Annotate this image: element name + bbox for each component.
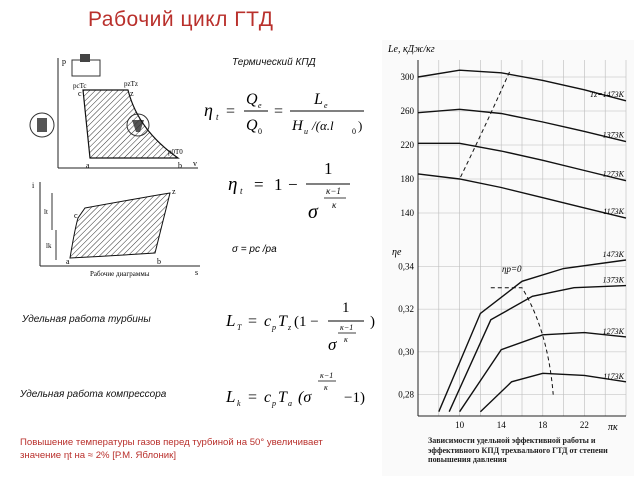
turbine-work-label: Удельная работа турбины: [22, 314, 151, 325]
gtd-chart: [382, 40, 634, 476]
svg-text:T: T: [278, 313, 287, 330]
svg-text:/(α.l: /(α.l: [312, 118, 334, 133]
is-lt-label: lt: [44, 208, 48, 216]
lower-xlabel: πк: [608, 422, 618, 433]
is-i-label: i: [32, 181, 35, 190]
svg-text:0: 0: [352, 127, 356, 136]
svg-text:c: c: [264, 389, 272, 406]
is-c-label: c: [74, 211, 78, 220]
upper-ytick-label: 220: [400, 140, 414, 150]
lower-series-label: 1173K: [603, 371, 624, 381]
svg-text:e: e: [258, 101, 262, 110]
pv-v-label: v: [193, 159, 197, 168]
svg-text:L: L: [226, 387, 236, 406]
svg-text:p: p: [272, 323, 276, 332]
svg-text:T: T: [237, 323, 242, 332]
lower-ytick-label: 0,28: [398, 389, 414, 400]
is-diagram: [30, 178, 205, 278]
svg-text:(1 −: (1 −: [294, 314, 319, 330]
svg-text:κ−1: κ−1: [326, 186, 341, 196]
svg-text:(σ: (σ: [298, 389, 312, 406]
svg-text:=: =: [248, 389, 258, 406]
svg-text:k: k: [237, 399, 241, 408]
svg-text:=: =: [254, 175, 264, 194]
svg-text:Q: Q: [246, 91, 258, 108]
upper-ytick-label: 300: [400, 72, 414, 82]
lower-ytick-label: 0,32: [398, 304, 414, 315]
upper-ytick-label: 260: [400, 106, 414, 116]
svg-text:−1): −1): [344, 390, 365, 406]
pv-p-label: p: [62, 57, 66, 66]
xtick-label: 18: [538, 420, 548, 430]
is-a-label: a: [66, 257, 70, 266]
xtick-label: 22: [579, 420, 589, 430]
pv-diagram: [28, 50, 203, 175]
svg-text:1: 1: [324, 159, 333, 178]
svg-text:t: t: [240, 186, 243, 196]
svg-text:σ: σ: [308, 201, 318, 223]
svg-text:=: =: [226, 103, 236, 120]
footnote: Повышение температуры газов перед турбиной на 50° увеличивает значение ηt на ≈ 2% [Р.М. Яблоник]: [20, 437, 323, 461]
lower-ytick-label: 0,34: [398, 261, 414, 272]
compressor-work-formula: [224, 368, 384, 412]
svg-text:1: 1: [342, 300, 350, 316]
lower-ytick-label: 0,30: [398, 346, 414, 357]
svg-text:T: T: [278, 389, 287, 406]
svg-text:=: =: [248, 313, 258, 330]
svg-text:p: p: [272, 399, 276, 408]
upper-series-label: 1173K: [603, 207, 624, 217]
svg-text:L: L: [226, 311, 236, 330]
is-z-label: z: [172, 187, 176, 196]
lower-series-label: 1373K: [602, 275, 624, 285]
is-caption: Рабочие диаграммы: [90, 270, 150, 278]
is-lk-label: lk: [46, 242, 52, 250]
eta-formula-1: [200, 78, 370, 140]
svg-text:η: η: [204, 100, 213, 120]
pv-z-label: z: [130, 89, 134, 98]
svg-text:z: z: [288, 323, 292, 332]
svg-text:Q: Q: [246, 117, 258, 134]
xtick-label: 14: [496, 420, 506, 430]
svg-text:e: e: [324, 101, 328, 110]
thermal-efficiency-label: Термический КПД: [232, 57, 316, 68]
upper-series-label: 1273K: [602, 169, 624, 179]
svg-text:κ−1: κ−1: [320, 371, 334, 380]
svg-text:η: η: [228, 174, 238, 195]
upper-series-label: Tz=1473K: [589, 89, 624, 99]
svg-text:σ: σ: [328, 335, 337, 354]
sigma-definition: σ = pc /pa: [232, 244, 277, 255]
lower-ylabel: ηe: [392, 247, 402, 258]
svg-text:a: a: [288, 399, 292, 408]
pv-b-label: b: [178, 161, 182, 170]
svg-text:H: H: [292, 118, 303, 134]
svg-text:=: =: [274, 103, 284, 120]
is-b-label: b: [157, 257, 161, 266]
turbine-work-formula: [224, 290, 384, 356]
lower-series-label: 1273K: [602, 326, 624, 336]
svg-text:κ: κ: [344, 335, 348, 344]
svg-text:−: −: [288, 175, 298, 194]
pv-c-label: c: [78, 89, 82, 98]
svg-text:1: 1: [274, 175, 283, 194]
chart-caption: Зависимости удельной эффективной работы и эффективного КПД трехвального ГТД от степени повышения давления: [428, 436, 608, 465]
svg-text:κ: κ: [332, 200, 337, 210]
eta-formula-2: [224, 150, 364, 228]
svg-text:u: u: [304, 127, 308, 136]
svg-text:κ−1: κ−1: [340, 323, 354, 332]
compressor-work-label: Удельная работа компрессора: [20, 389, 167, 400]
pv-a-label: a: [86, 161, 90, 170]
xtick-label: 10: [455, 420, 465, 430]
pv-p0-label: p0T0: [168, 148, 183, 156]
upper-ytick-label: 140: [400, 208, 414, 218]
is-s-label: s: [195, 268, 199, 277]
svg-text:t: t: [216, 112, 219, 122]
upper-ytick-label: 180: [400, 174, 414, 184]
svg-text:): ): [358, 118, 363, 133]
svg-text:c: c: [264, 313, 272, 330]
svg-text:L: L: [314, 91, 323, 108]
pv-pz-label: pzTz: [124, 80, 138, 88]
upper-ylabel: Le, кДж/кг: [388, 44, 435, 55]
annotation-eta-p: ηp=0: [502, 264, 522, 274]
svg-text:κ: κ: [324, 383, 328, 392]
slide-title: Рабочий цикл ГТД: [88, 8, 274, 31]
lower-series-label: 1473K: [602, 249, 624, 259]
svg-text:): ): [370, 314, 375, 330]
upper-series-label: 1373K: [602, 130, 624, 140]
svg-text:0: 0: [258, 127, 262, 136]
pv-pc-label: pcTc: [73, 82, 87, 90]
